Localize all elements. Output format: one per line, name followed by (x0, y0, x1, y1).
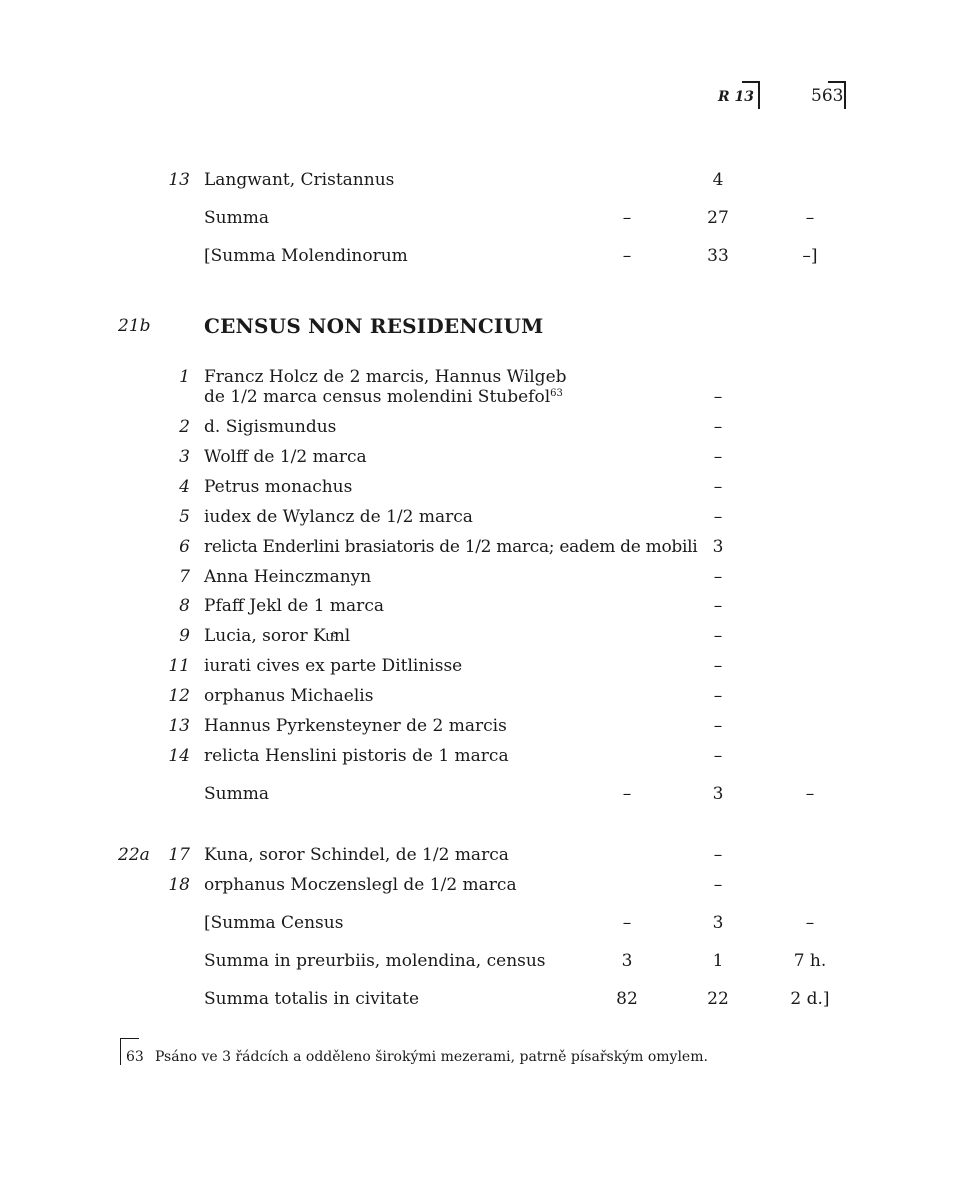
header-corner-mark (742, 81, 760, 109)
entry-col2: – (713, 875, 723, 895)
entry-col2: – (713, 387, 723, 407)
entry-col2: 4 (712, 170, 724, 190)
section-heading: CENSUS NON RESIDENCIUM (204, 314, 544, 338)
entry-col2: – (713, 716, 723, 736)
entry-text-line1: Francz Holcz de 2 marcis, Hannus Wilgeb (204, 367, 567, 387)
entry-text: Wolff de 1/2 marca (204, 447, 367, 467)
summa-preurbiis-col1: 3 (621, 951, 633, 971)
entry-text: Langwant, Cristannus (204, 170, 395, 190)
folio-marker: 21b (118, 316, 151, 336)
entry-text: Hannus Pyrkensteyner de 2 marcis (204, 716, 507, 736)
entry-number: 18 (168, 875, 190, 895)
summa-col1: – (622, 208, 632, 228)
entry-col2: – (713, 596, 723, 616)
entry-number: 13 (168, 716, 190, 736)
summa-preurbiis-col2: 1 (712, 951, 724, 971)
entry-col2: – (713, 447, 723, 467)
header-code: R 13 (718, 89, 754, 105)
footnote-number: 63 (126, 1049, 144, 1065)
entry-col2: – (713, 626, 723, 646)
folio-marker: 22a (118, 845, 150, 865)
summa-census-label: [Summa Census (204, 913, 344, 933)
entry-number: 7 (179, 567, 190, 587)
summa-census-col2: 3 (712, 913, 724, 933)
entry-number: 2 (179, 417, 190, 437)
summa-totalis-col2: 22 (707, 989, 729, 1009)
entry-number: 3 (179, 447, 190, 467)
summa-col3: – (805, 784, 815, 804)
entry-col2: 3 (712, 537, 724, 557)
entry-number: 5 (179, 507, 190, 527)
summa-col3: – (805, 208, 815, 228)
entry-number: 14 (168, 746, 190, 766)
entry-col2: – (713, 845, 723, 865)
entry-col2: – (713, 656, 723, 676)
entry-col2: – (713, 477, 723, 497)
entry-text: orphanus Michaelis (204, 686, 374, 706)
entry-col2: – (713, 746, 723, 766)
entry-text: orphanus Moczenslegl de 1/2 marca (204, 875, 517, 895)
summa-molendinorum-col2: 33 (707, 246, 729, 266)
entry-text-line2-body: de 1/2 marca census molendini Stubefol (204, 387, 551, 407)
entry-col2: – (713, 417, 723, 437)
summa-totalis-label: Summa totalis in civitate (204, 989, 420, 1009)
entry-number: 4 (179, 477, 190, 497)
page-corner-mark (828, 81, 846, 109)
entry-text: Anna Heinczmanyn (204, 567, 372, 587)
entry-number: 1 (179, 367, 190, 387)
entry-text: Pfaff Jekl de 1 marca (204, 596, 384, 616)
entry-text: d. Sigismundus (204, 417, 337, 437)
summa-label: Summa (204, 784, 269, 804)
summa-label: Summa (204, 208, 269, 228)
footnote-text: Psáno ve 3 řádcích a odděleno širokými mezerami, patrně písařským omylem. (155, 1049, 708, 1065)
summa-col2: 27 (707, 208, 729, 228)
summa-molendinorum-col1: – (622, 246, 632, 266)
entry-number: 8 (179, 596, 190, 616)
entry-number: 11 (168, 656, 190, 676)
entry-text: iudex de Wylancz de 1/2 marca (204, 507, 473, 527)
entry-number: 6 (179, 537, 190, 557)
summa-preurbiis-label: Summa in preurbiis, molendina, census (204, 951, 546, 971)
entry-number: 13 (168, 170, 190, 190)
summa-col1: – (622, 784, 632, 804)
entry-col2: – (713, 686, 723, 706)
summa-preurbiis-col3: 7 h. (793, 951, 827, 971)
summa-census-col3: – (805, 913, 815, 933)
summa-census-col1: – (622, 913, 632, 933)
entry-text: Lucia, soror Kuͤnl (204, 626, 351, 646)
entry-number: 9 (179, 626, 190, 646)
entry-text: Petrus monachus (204, 477, 353, 497)
entry-col2: – (713, 507, 723, 527)
summa-molendinorum-label: [Summa Molendinorum (204, 246, 408, 266)
summa-totalis-col1: 82 (616, 989, 638, 1009)
summa-molendinorum-col3: –] (802, 246, 818, 266)
entry-text: relicta Enderlini brasiatoris de 1/2 marca; eadem de mobili (204, 537, 698, 557)
page-number: 563 (811, 86, 844, 106)
summa-totalis-col3: 2 d.] (790, 989, 830, 1009)
entry-text-line2 (204, 387, 563, 407)
entry-col2: – (713, 567, 723, 587)
entry-number: 17 (168, 845, 190, 865)
entry-text: Kuna, soror Schindel, de 1/2 marca (204, 845, 509, 865)
footnote-reference: 63 (550, 388, 563, 399)
entry-number: 12 (168, 686, 190, 706)
entry-text: relicta Henslini pistoris de 1 marca (204, 746, 509, 766)
summa-col2: 3 (712, 784, 724, 804)
entry-text: iurati cives ex parte Ditlinisse (204, 656, 463, 676)
